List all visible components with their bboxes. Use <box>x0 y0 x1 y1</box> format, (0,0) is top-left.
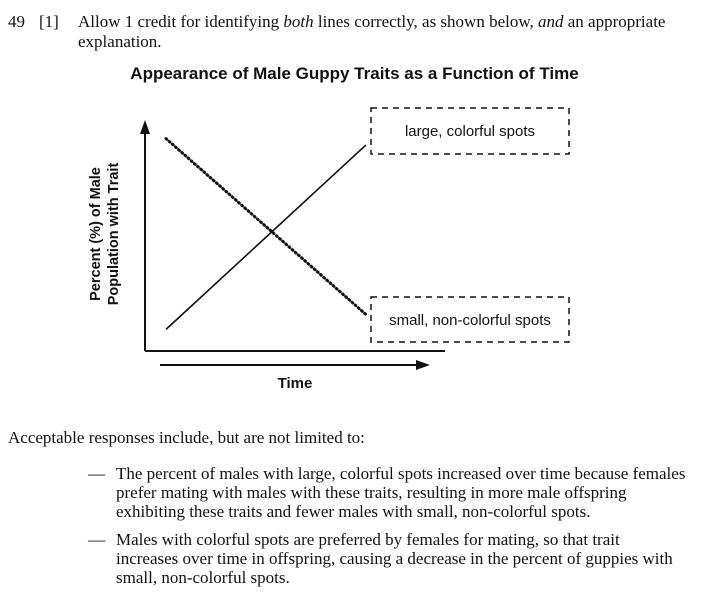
x-axis-label: Time <box>277 375 313 392</box>
response-text: Males with colorful spots are preferred by females for mating, so that trait increases over time in offspring, causing a decrease in the percent of guppies with small, non-colorful spots. <box>116 530 673 587</box>
response-dash: — <box>88 530 105 549</box>
y-axis-label-line1: Percent (%) of Male <box>88 167 104 301</box>
top-label-text: large, colorful spots <box>404 123 536 140</box>
question-text-line2: explanation. <box>78 32 162 51</box>
y-axis-label-line2: Population with Trait <box>106 162 122 306</box>
series-line-large-colorful <box>166 145 366 329</box>
text-middle: lines correctly, as shown below, <box>313 12 539 31</box>
question-number: 49 <box>8 12 25 31</box>
response-text: The percent of males with large, colorful spots increased over time because females prefer mating with males with these traits, resulting in more male offspring exhibiting these traits and fewer males with small, non-colorful spots. <box>116 464 686 521</box>
text-and: and <box>538 12 564 31</box>
responses-intro: Acceptable responses include, but are not limited to: <box>8 428 365 447</box>
bottom-label-text: small, non-colorful spots <box>389 312 551 329</box>
time-arrow-head <box>416 360 430 370</box>
y-axis-arrowhead <box>140 120 150 134</box>
response-dash: — <box>88 464 105 483</box>
credit-value: [1] <box>39 12 59 31</box>
chart-title: Appearance of Male Guppy Traits as a Function of Time <box>130 64 579 83</box>
series-line-small-noncolorful <box>166 139 366 315</box>
text-prefix: Allow 1 credit for identifying <box>78 12 284 31</box>
text-both: both <box>283 12 314 31</box>
text-suffix: an appropriate <box>563 12 666 31</box>
